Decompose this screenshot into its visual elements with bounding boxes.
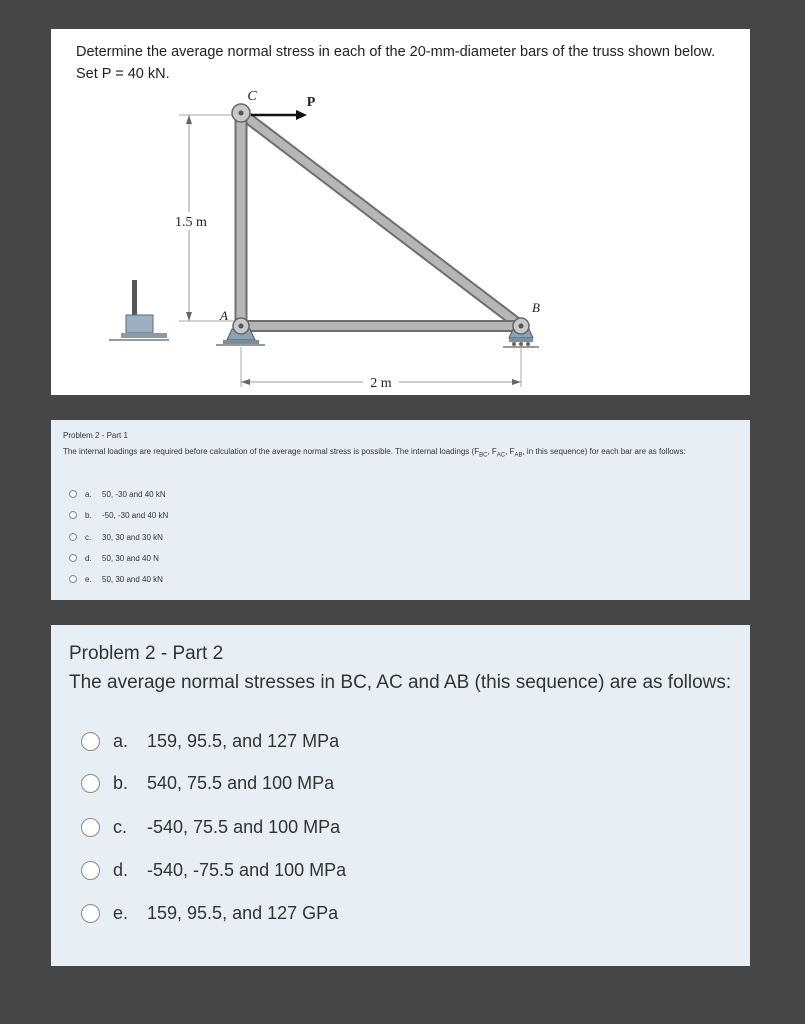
height-arrow-top bbox=[186, 115, 192, 124]
f-ab-symbol: $F_{AB}$ bbox=[509, 447, 523, 459]
height-dimension-label: 1.5 m bbox=[175, 215, 207, 230]
width-dimension-label: 2 m bbox=[370, 376, 392, 391]
part2-option-a[interactable]: a. 159, 95.5, and 127 MPa bbox=[81, 729, 339, 753]
part1-question-before: The internal loadings are required before calculation of the average normal stress is possible. The internal loadings ( bbox=[63, 447, 475, 456]
coordinate-axis-icon bbox=[109, 280, 169, 340]
part2-option-e[interactable]: e. 159, 95.5, and 127 GPa bbox=[81, 901, 338, 925]
radio-button[interactable] bbox=[81, 732, 100, 751]
f-ac-symbol: $F_{AC}$ bbox=[491, 447, 506, 459]
option-text: 159, 95.5, and 127 MPa bbox=[147, 730, 340, 751]
part2-option-d[interactable]: d. -540, -75.5 and 100 MPa bbox=[81, 858, 346, 882]
option-text: -540, 75.5 and 100 MPa bbox=[147, 816, 341, 837]
bar-bc bbox=[241, 113, 521, 326]
label-p: P bbox=[306, 95, 316, 110]
option-text: 540, 75.5 and 100 MPa bbox=[147, 772, 335, 793]
part2-title: Problem 2 - Part 2 bbox=[69, 643, 224, 664]
problem-statement: Determine the average normal stress in each of the 20-mm-diameter bars of the truss shown below. Set P = 40 kN. bbox=[76, 44, 716, 82]
force-p-arrowhead bbox=[296, 110, 307, 120]
part2-option-b[interactable]: b. 540, 75.5 and 100 MPa bbox=[81, 771, 334, 795]
option-text: -540, -75.5 and 100 MPa bbox=[147, 859, 347, 880]
part1-option-b[interactable]: b. -50, -30 and 40 kN bbox=[69, 509, 168, 521]
radio-button[interactable] bbox=[81, 861, 100, 880]
radio-button[interactable] bbox=[81, 904, 100, 923]
option-text: -50, -30 and 40 kN bbox=[102, 510, 169, 520]
f-bc-symbol: $F_{BC}$ bbox=[474, 447, 488, 459]
joint-a-pin bbox=[239, 324, 244, 329]
joint-c-pin bbox=[239, 111, 244, 116]
part1-card bbox=[51, 420, 750, 600]
radio-button[interactable] bbox=[69, 533, 77, 541]
part1-title: Problem 2 - Part 1 bbox=[63, 431, 128, 440]
option-text: 159, 95.5, and 127 GPa bbox=[147, 902, 339, 923]
radio-button[interactable] bbox=[69, 511, 77, 519]
part1-question: The internal loadings are required before calculation of the average normal stress is possible. The internal loadings ($F_{BC}$, $F_{AC}$, $F_{AB}$, in this sequence) for each bar are as follows: bbox=[63, 447, 686, 459]
option-text: 50, -30 and 40 kN bbox=[102, 489, 166, 499]
width-arrow-right bbox=[512, 379, 521, 385]
part2-question: The average normal stresses in BC, AC and AB (this sequence) are as follows: bbox=[69, 672, 732, 693]
joint-b-pin bbox=[519, 324, 524, 329]
part1-option-d[interactable]: d. 50, 30 and 40 N bbox=[69, 552, 159, 564]
radio-button[interactable] bbox=[69, 490, 77, 498]
part1-option-c[interactable]: c. 30, 30 and 30 kN bbox=[69, 531, 163, 543]
radio-button[interactable] bbox=[69, 575, 77, 583]
part2-card bbox=[51, 625, 750, 966]
part1-option-e[interactable]: e. 50, 30 and 40 kN bbox=[69, 573, 163, 585]
height-arrow-bottom bbox=[186, 312, 192, 321]
radio-button[interactable] bbox=[81, 818, 100, 837]
label-b: B bbox=[532, 300, 540, 315]
part1-question-after: , in this sequence) for each bar are as follows: bbox=[522, 447, 686, 456]
radio-button[interactable] bbox=[81, 774, 100, 793]
option-text: 30, 30 and 30 kN bbox=[102, 532, 163, 542]
label-c: C bbox=[247, 89, 257, 104]
width-arrow-left bbox=[241, 379, 250, 385]
option-text: 50, 30 and 40 kN bbox=[102, 574, 163, 584]
part1-option-a[interactable]: a. 50, -30 and 40 kN bbox=[69, 488, 166, 500]
radio-button[interactable] bbox=[69, 554, 77, 562]
option-text: 50, 30 and 40 N bbox=[102, 553, 159, 563]
part2-option-c[interactable]: c. -540, 75.5 and 100 MPa bbox=[81, 815, 340, 839]
label-a: A bbox=[220, 308, 228, 323]
problem-card bbox=[51, 29, 750, 395]
truss-figure bbox=[51, 29, 750, 395]
